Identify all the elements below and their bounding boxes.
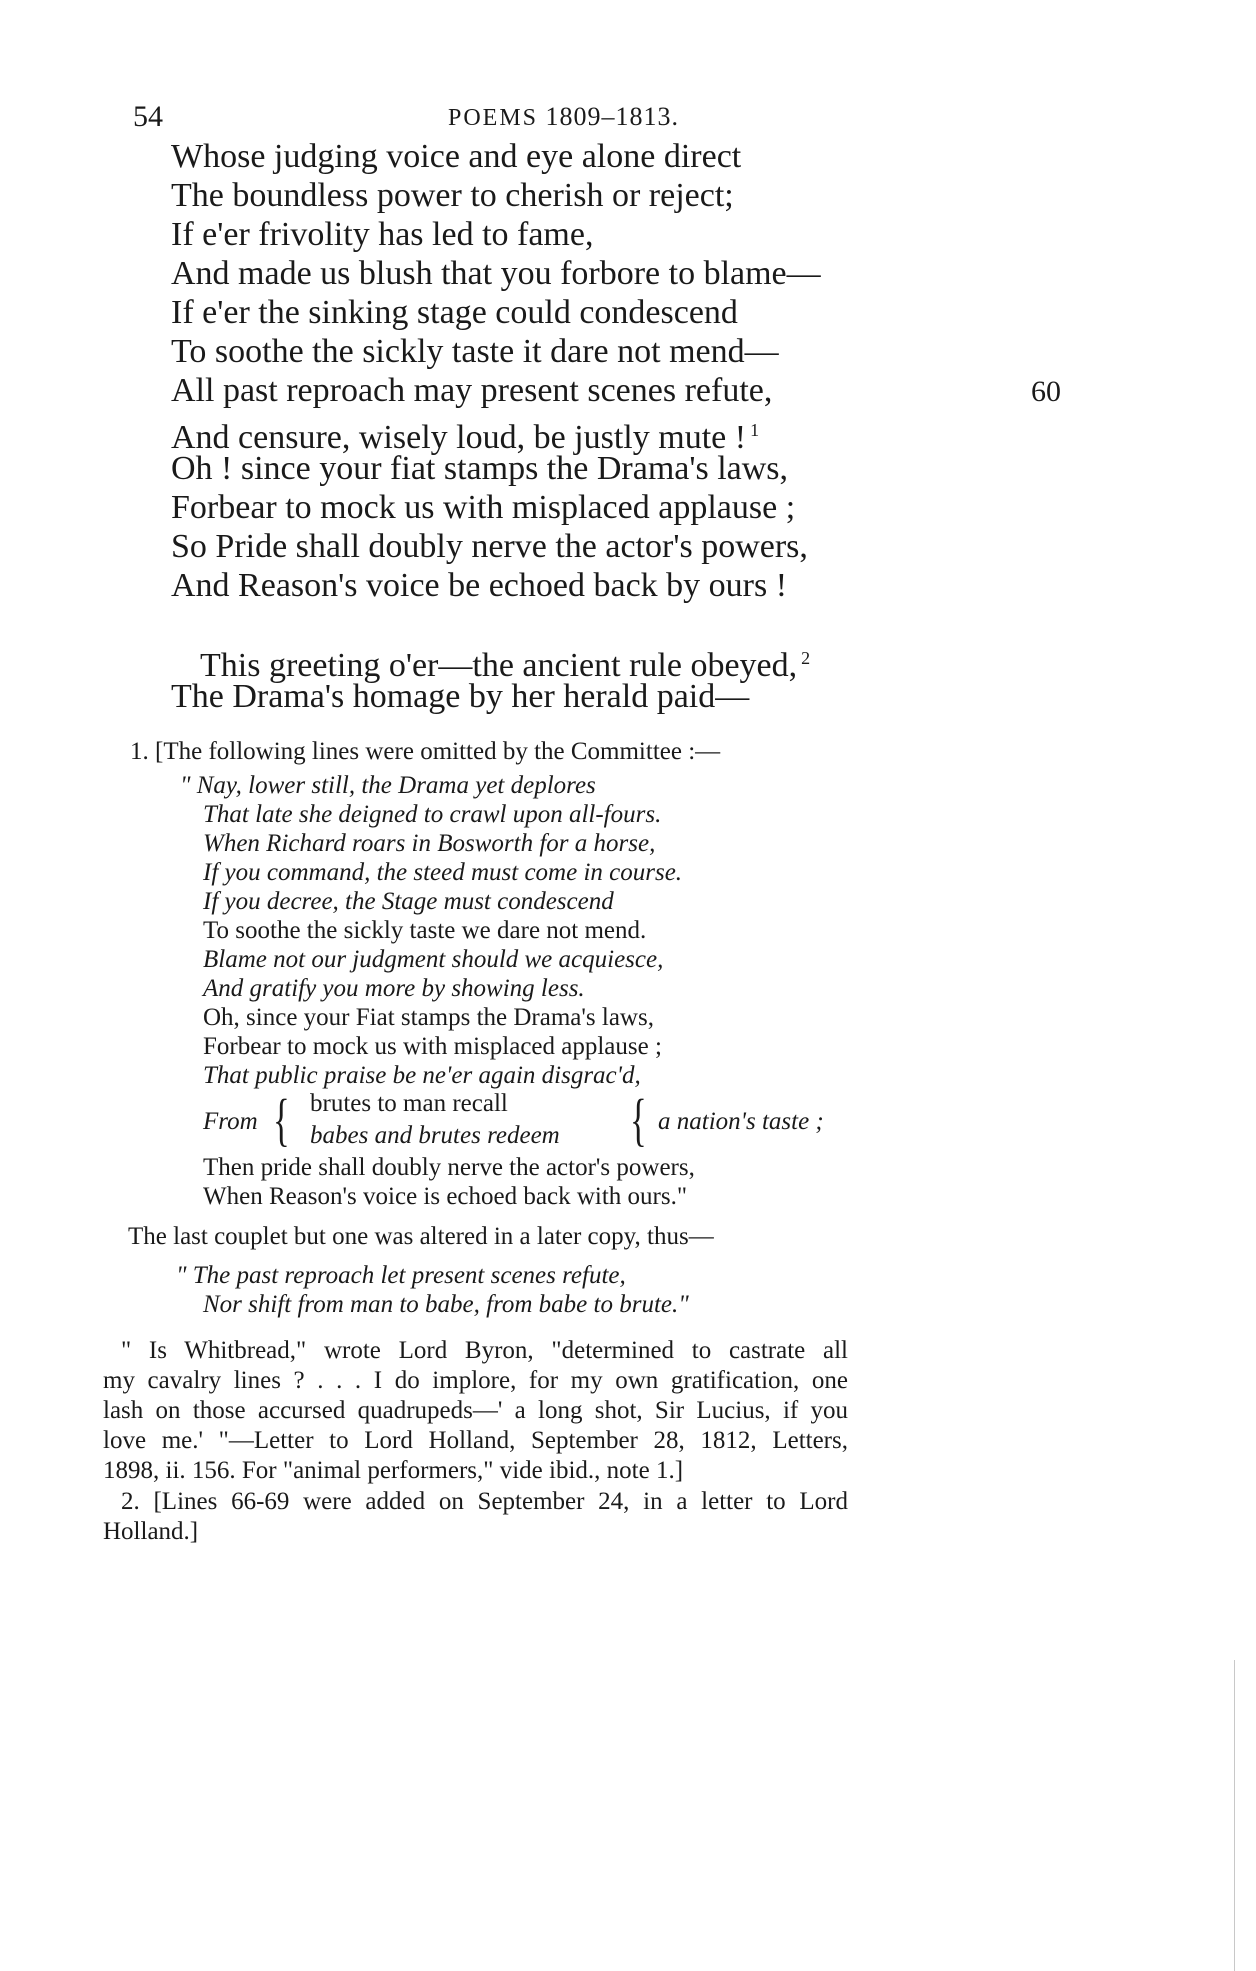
running-title: [448, 102, 679, 132]
running-title-prefix: POEMS: [448, 105, 539, 131]
poem-line-text: And censure, wisely loud, be justly mute !: [171, 419, 747, 456]
omitted-line: If you command, the steed must come in course.: [203, 859, 683, 886]
omitted-line: Then pride shall doubly nerve the actor's powers,: [203, 1154, 695, 1181]
letter-line: love me.' "—Letter to Lord Holland, September 28, 1812, Letters,: [103, 1427, 848, 1454]
letter-paragraph: [103, 1336, 848, 1486]
altered-line: Nor shift from man to babe, from babe to brute.": [203, 1291, 689, 1318]
poem-line: If e'er frivolity has led to fame,: [171, 216, 594, 253]
footnote-2-line: 2. [Lines 66-69 were added on September 24, in a letter to Lord: [121, 1488, 848, 1515]
brace-alternatives: [203, 1087, 903, 1154]
brace-bottom-option: babes and brutes redeem: [310, 1122, 560, 1149]
omitted-line: If you decree, the Stage must condescend: [203, 888, 614, 915]
omitted-line: " Nay, lower still, the Drama yet deplores: [180, 772, 596, 799]
letter-line: 1898, ii. 156. For "animal performers," vide ibid., note 1.]: [103, 1457, 684, 1484]
omitted-line: That late she deigned to crawl upon all-fours.: [203, 801, 662, 828]
page-header: [0, 100, 1256, 140]
poem-line: And Reason's voice be echoed back by ours !: [171, 567, 788, 604]
poem-line-text: This greeting o'er—the ancient rule obeyed,: [200, 647, 798, 684]
poem-line: Whose judging voice and eye alone direct: [171, 138, 742, 175]
poem-line: To soothe the sickly taste it dare not mend—: [171, 333, 779, 370]
footnote-2: [103, 1487, 848, 1547]
footnote-ref-1: 1: [750, 420, 760, 440]
omitted-line: Oh, since your Fiat stamps the Drama's laws,: [203, 1004, 654, 1031]
footnote-1-intro: 1. [The following lines were omitted by the Committee :—: [130, 738, 721, 765]
omitted-line: To soothe the sickly taste we dare not mend.: [203, 917, 647, 944]
altered-intro: The last couplet but one was altered in a later copy, thus—: [128, 1223, 714, 1250]
page-edge-divider: [1234, 1660, 1235, 1971]
brace-top-option: brutes to man recall: [310, 1090, 508, 1117]
footnote-2-line: Holland.]: [103, 1518, 199, 1545]
running-title-years: 1809–1813.: [545, 102, 680, 131]
letter-line: my cavalry lines ? . . . I do implore, for my own gratification, one: [103, 1367, 848, 1394]
omitted-line: That public praise be ne'er again disgrac'd,: [203, 1062, 641, 1089]
page-number: 54: [133, 100, 163, 133]
footnote-ref-2: 2: [801, 648, 811, 668]
omitted-line: Blame not our judgment should we acquiesce,: [203, 946, 664, 973]
poem-line: Oh ! since your fiat stamps the Drama's laws,: [171, 450, 789, 487]
omitted-line: When Reason's voice is echoed back with ours.": [203, 1183, 688, 1210]
poem-line: So Pride shall doubly nerve the actor's powers,: [171, 528, 808, 565]
poem-line: And made us blush that you forbore to blame—: [171, 255, 821, 292]
omitted-line: When Richard roars in Bosworth for a horse,: [203, 830, 656, 857]
poem-line: The boundless power to cherish or reject;: [171, 177, 734, 214]
altered-line: " The past reproach let present scenes refute,: [176, 1262, 626, 1289]
brace-after: a nation's taste ;: [658, 1108, 824, 1135]
poem-line: The Drama's homage by her herald paid—: [171, 678, 750, 715]
line-number: 60: [1031, 375, 1061, 408]
omitted-line: And gratify you more by showing less.: [203, 975, 585, 1002]
right-brace-icon: {: [630, 1087, 647, 1152]
poem-line: Forbear to mock us with misplaced applause ;: [171, 489, 796, 526]
poem-line: If e'er the sinking stage could condescend: [171, 294, 738, 331]
letter-line: lash on those accursed quadrupeds—' a long shot, Sir Lucius, if you: [103, 1397, 848, 1424]
left-brace-icon: {: [273, 1087, 290, 1152]
brace-from: From: [203, 1108, 258, 1135]
poem-line: All past reproach may present scenes refute,: [171, 372, 773, 409]
letter-line: " Is Whitbread," wrote Lord Byron, "determined to castrate all: [121, 1337, 848, 1364]
omitted-line: Forbear to mock us with misplaced applause ;: [203, 1033, 662, 1060]
